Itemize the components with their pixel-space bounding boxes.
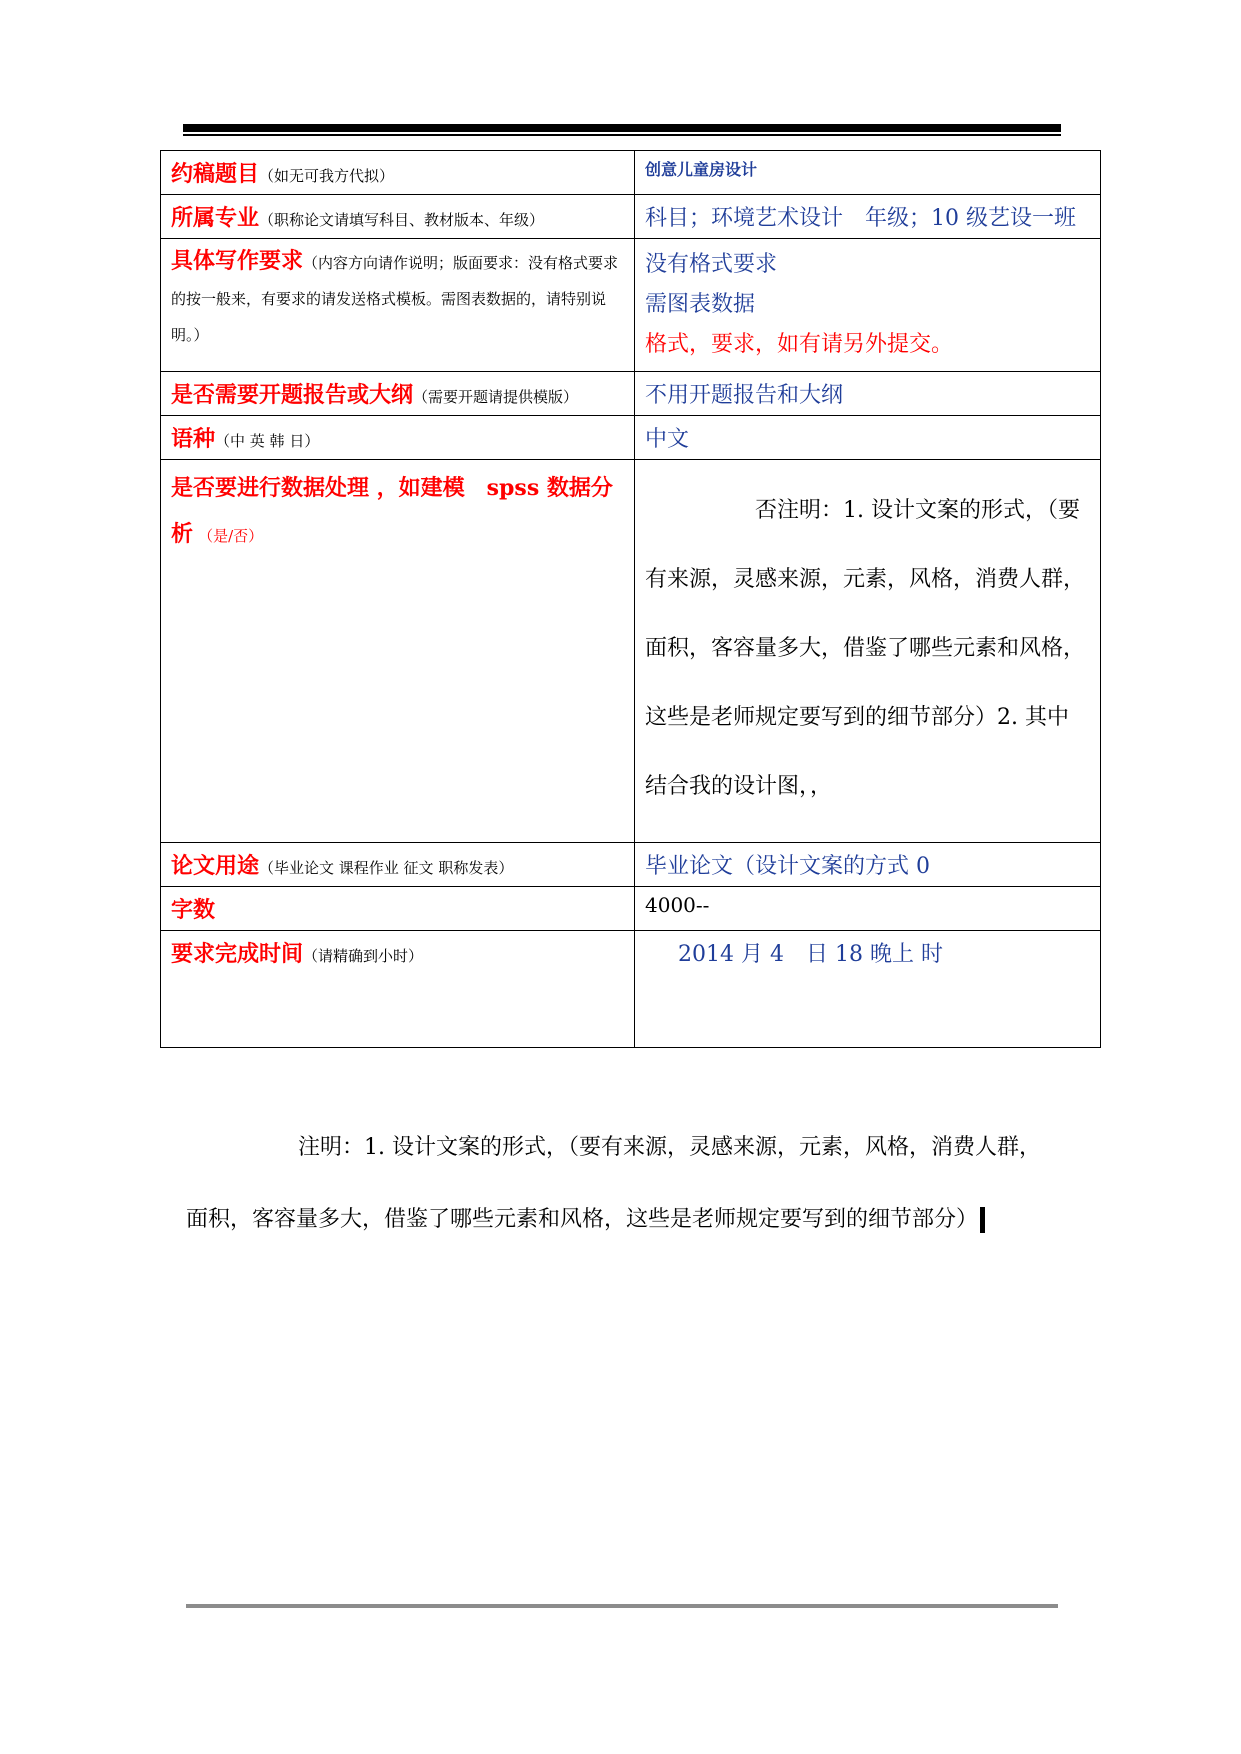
purpose-value: 毕业论文（设计文案的方式 0 [645, 854, 930, 879]
value-cell [635, 887, 1101, 931]
major-note: （职称论文请填写科目、教材版本、年级） [259, 211, 545, 229]
topic-label: 约稿题目 [171, 161, 260, 187]
table-row [161, 460, 1101, 843]
value-cell [635, 239, 1101, 372]
header-rule-thin [183, 134, 1061, 136]
table-row [161, 416, 1101, 460]
order-form-table [160, 150, 1101, 1048]
table-row [161, 887, 1101, 931]
value-cell [635, 151, 1101, 195]
footer-note-line-1: 注明：1. 设计文案的形式，（要有来源，灵感来源，元素，风格，消费人群， [298, 1135, 1041, 1160]
header-rule-thick [183, 124, 1061, 132]
requirements-value-3: 格式，要求，如有请另外提交。 [645, 332, 954, 357]
value-cell [635, 931, 1101, 1048]
label-cell [161, 195, 635, 239]
word-count-label: 字数 [171, 897, 216, 923]
value-cell [635, 416, 1101, 460]
language-value: 中文 [645, 427, 690, 452]
purpose-note: （毕业论文 课程作业 征文 职称发表） [259, 859, 514, 877]
outline-label: 是否需要开题报告或大纲 [171, 382, 414, 408]
value-cell [635, 843, 1101, 887]
table-row [161, 195, 1101, 239]
deadline-value: 2014 月 4 日 18 晚上 时 [678, 942, 943, 967]
label-cell [161, 151, 635, 195]
requirements-note: （内容方向请作说明；版面要求：没有格式要求的按一般来，有要求的请发送格式模板。需图表数据的，请特别说明。） [171, 254, 619, 344]
requirements-value-2: 需图表数据 [645, 292, 756, 317]
requirements-value-1: 没有格式要求 [645, 252, 778, 277]
outline-note: （需要开题请提供模版） [413, 388, 579, 406]
table-row [161, 151, 1101, 195]
value-cell [635, 372, 1101, 416]
footer-note-line-2-wrap [186, 1184, 1056, 1256]
table-row [161, 239, 1101, 372]
language-label: 语种 [171, 426, 216, 452]
footer-note [186, 1112, 1056, 1256]
data-processing-label: 是否要进行数据处理 ，如建模 spss 数据分析 [171, 475, 613, 547]
deadline-note: （请精确到小时） [303, 947, 424, 965]
major-value: 科目；环境艺术设计 年级；10 级艺设一班 [645, 206, 1076, 231]
data-processing-value: 否注明：1. 设计文案的形式，（要有来源，灵感来源，元素，风格，消费人群，面积，客容量多大，借鉴了哪些元素和风格，这些是老师规定要写到的细节部分）2. 其中结合我的设计图，， [645, 498, 1086, 799]
value-cell [635, 195, 1101, 239]
requirements-label: 具体写作要求 [171, 248, 304, 274]
label-cell [161, 372, 635, 416]
topic-note: （如无可我方代拟） [259, 167, 395, 185]
label-cell [161, 416, 635, 460]
data-processing-note: （是/否） [198, 527, 264, 545]
label-cell [161, 887, 635, 931]
footer-note-line-2: 面积，客容量多大，借鉴了哪些元素和风格，这些是老师规定要写到的细节部分） [186, 1207, 979, 1232]
label-cell [161, 931, 635, 1048]
table-row [161, 931, 1101, 1048]
value-cell [635, 460, 1101, 843]
table-row [161, 372, 1101, 416]
topic-value: 创意儿童房设计 [645, 160, 758, 179]
purpose-label: 论文用途 [171, 853, 260, 879]
label-cell [161, 460, 635, 843]
footer-rule [186, 1604, 1058, 1608]
label-cell [161, 239, 635, 372]
deadline-label: 要求完成时间 [171, 941, 304, 967]
table-row [161, 843, 1101, 887]
text-cursor [980, 1207, 985, 1233]
word-count-value: 4000-- [645, 893, 710, 917]
outline-value: 不用开题报告和大纲 [645, 383, 844, 408]
major-label: 所属专业 [171, 205, 260, 231]
language-note: （中 英 韩 日） [215, 432, 320, 450]
label-cell [161, 843, 635, 887]
